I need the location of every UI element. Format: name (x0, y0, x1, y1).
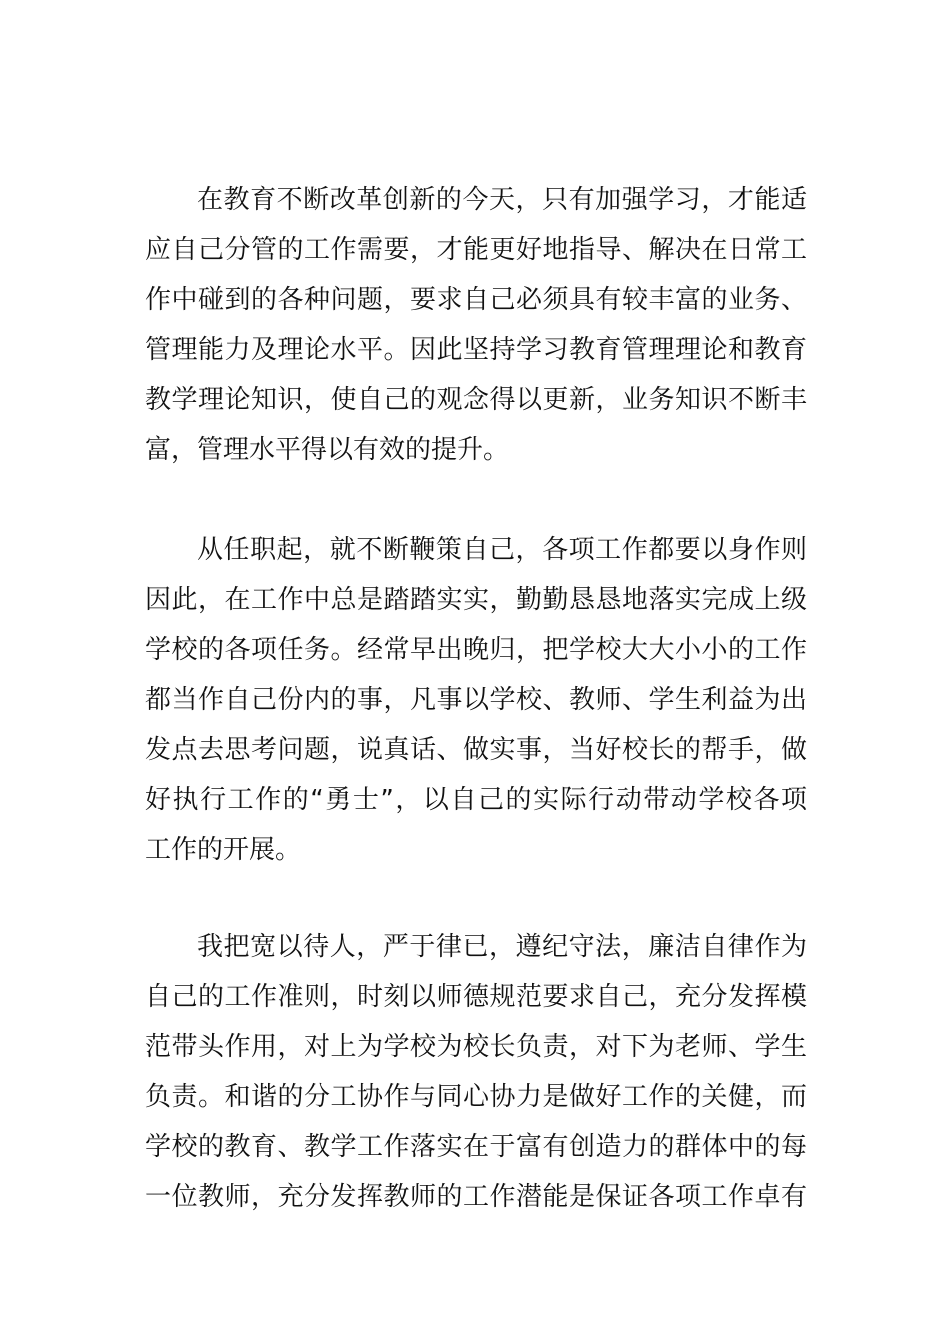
text-line: 发点去思考问题，说真话、做实事，当好校长的帮手，做 (145, 735, 807, 765)
text-line: 学校的教育、教学工作落实在于富有创造力的群体中的每 (145, 1132, 807, 1162)
text-line: 范带头作用，对上为学校为校长负责，对下为老师、学生 (145, 1032, 807, 1062)
text-line: 在教育不断改革创新的今天，只有加强学习，才能适 (197, 185, 807, 215)
text-line: 学校的各项任务。经常早出晚归，把学校大大小小的工作 (145, 635, 807, 665)
text-line: 应自己分管的工作需要，才能更好地指导、解决在日常工 (145, 235, 807, 265)
text-line: 都当作自己份内的事，凡事以学校、教师、学生利益为出 (145, 685, 807, 715)
text-line: 负责。和谐的分工协作与同心协力是做好工作的关健，而 (145, 1082, 807, 1112)
text-line: 教学理论知识，使自己的观念得以更新，业务知识不断丰 (145, 385, 807, 415)
text-line: 因此，在工作中总是踏踏实实，勤勤恳恳地落实完成上级 (145, 585, 807, 615)
text-line: 作中碰到的各种问题，要求自己必须具有较丰富的业务、 (145, 285, 807, 315)
text-line: 管理能力及理论水平。因此坚持学习教育管理理论和教育 (145, 335, 807, 365)
text-line: 自己的工作准则，时刻以师德规范要求自己，充分发挥模 (145, 982, 807, 1012)
text-line: 我把宽以待人，严于律已，遵纪守法，廉洁自律作为 (197, 932, 807, 962)
text-line: 工作的开展。 (145, 835, 302, 865)
text-line: 富，管理水平得以有效的提升。 (145, 435, 510, 465)
text-line: 一位教师，充分发挥教师的工作潜能是保证各项工作卓有 (145, 1182, 807, 1212)
text-line: 从任职起，就不断鞭策自己，各项工作都要以身作则 (197, 535, 807, 565)
text-line: 好执行工作的“勇士”，以自己的实际行动带动学校各项 (145, 785, 807, 815)
